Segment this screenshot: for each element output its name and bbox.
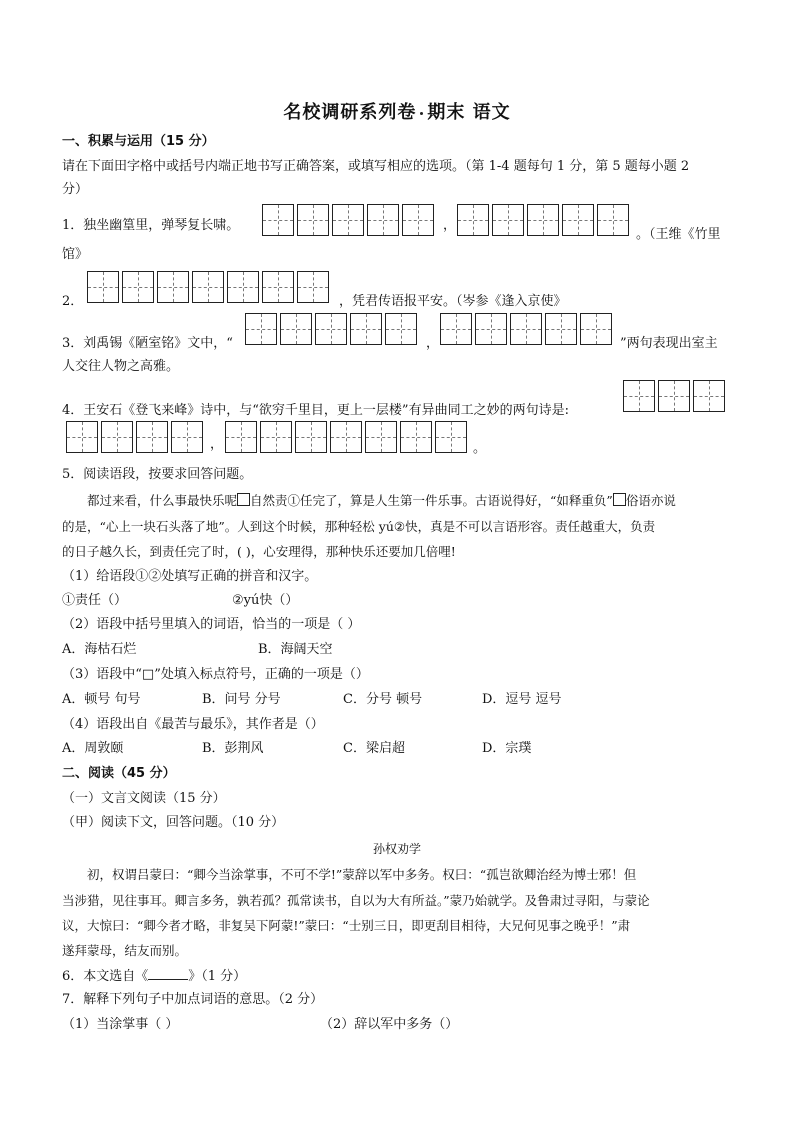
- q4-answer-grid-3[interactable]: [225, 421, 470, 453]
- tian-cell[interactable]: [122, 271, 154, 303]
- tian-cell[interactable]: [295, 421, 327, 453]
- passage-line2: 当涉猎，见往事耳。卿言多务，孰若孤？孤常读书，自以为大有所益。”蒙乃始就学。及鲁肃过寻阳，与蒙论: [62, 893, 650, 908]
- question-7-b: （2）辞以军中多务（）: [320, 1017, 459, 1032]
- tian-cell[interactable]: [440, 313, 472, 345]
- tian-cell[interactable]: [402, 204, 434, 236]
- q5-sub2-option-b: B．海阔天空: [258, 642, 333, 657]
- q1-answer-grid-1[interactable]: [262, 204, 437, 236]
- blank-punctuation-box: [237, 493, 250, 506]
- q5-sub4-option-c: C．梁启超: [343, 741, 405, 756]
- tian-cell[interactable]: [101, 421, 133, 453]
- q5-sub3-option-c: C．分号 顿号: [343, 692, 423, 707]
- question-3: 3．刘禹锡《陋室铭》文中，“: [62, 336, 233, 351]
- q5-sub3-option-d: D．逗号 逗号: [482, 692, 562, 707]
- tian-cell[interactable]: [475, 313, 507, 345]
- q5-passage-line1: 都过来看，什么事最快乐呢 自然责①任完了，算是人生第一件乐事。古语说得好，“如释重负” 俗语亦说: [87, 493, 676, 508]
- q5-sub3: （3）语段中“□”处填入标点符号，正确的一项是（）: [62, 667, 369, 682]
- tian-cell[interactable]: [66, 421, 98, 453]
- tian-cell[interactable]: [693, 380, 725, 412]
- tian-cell[interactable]: [580, 313, 612, 345]
- q4-answer-grid-1[interactable]: [623, 380, 728, 412]
- tian-cell[interactable]: [332, 204, 364, 236]
- question-1: 1．独坐幽篁里，弹琴复长啸。: [62, 218, 240, 233]
- tian-cell[interactable]: [562, 204, 594, 236]
- tian-cell[interactable]: [260, 421, 292, 453]
- tian-cell[interactable]: [400, 421, 432, 453]
- q2-answer-grid[interactable]: [87, 271, 332, 303]
- question-5: 5．阅读语段，按要求回答问题。: [62, 467, 253, 482]
- tian-cell[interactable]: [435, 421, 467, 453]
- q5-sub4-option-d: D．宗璞: [482, 741, 532, 756]
- tian-cell[interactable]: [280, 313, 312, 345]
- tian-cell[interactable]: [297, 271, 329, 303]
- q5-sub2: （2）语段中括号里填入的词语，恰当的一项是（ ）: [62, 617, 361, 632]
- question-2: 2．: [62, 294, 84, 309]
- section2-heading: 二、阅读（45 分）: [62, 766, 176, 781]
- section1-heading: 一、积累与运用（15 分）: [62, 134, 215, 149]
- tian-cell[interactable]: [330, 421, 362, 453]
- q5-sub1-b: ②yú快（）: [232, 593, 299, 608]
- tian-cell[interactable]: [545, 313, 577, 345]
- q5-passage-line3: 的日子越久长，到责任完了时，( )，心安理得，那种快乐还要加几倍哩!: [62, 544, 456, 559]
- instructions-line2: 分）: [62, 182, 89, 197]
- section2-sub-a: （一）文言文阅读（15 分）: [62, 791, 226, 806]
- tian-cell[interactable]: [227, 271, 259, 303]
- q5-sub3-option-a: A．顿号 句号: [62, 692, 141, 707]
- section2-sub-b: （甲）阅读下文，回答问题。（10 分）: [62, 815, 285, 830]
- tian-cell[interactable]: [492, 204, 524, 236]
- tian-cell[interactable]: [658, 380, 690, 412]
- tian-cell[interactable]: [192, 271, 224, 303]
- tian-cell[interactable]: [385, 313, 417, 345]
- question-7-a: （1）当涂掌事（ ）: [62, 1017, 179, 1032]
- title-separator-dot: [420, 112, 423, 115]
- q5-sub1: （1）给语段①②处填写正确的拼音和汉字。: [62, 569, 318, 584]
- answer-blank[interactable]: [148, 967, 188, 980]
- blank-punctuation-box: [613, 493, 626, 506]
- tian-cell[interactable]: [136, 421, 168, 453]
- tian-cell[interactable]: [365, 421, 397, 453]
- question-4: 4．王安石《登飞来峰》诗中，与“欲穷千里目，更上一层楼”有异曲同工之妙的两句诗是:: [62, 403, 569, 418]
- q5-sub4: （4）语段出自《最苦与最乐》，其作者是（）: [62, 717, 324, 732]
- tian-cell[interactable]: [597, 204, 629, 236]
- q5-sub1-a: ①责任（）: [62, 593, 128, 608]
- passage-line1: 初，权谓吕蒙曰：“卿今当涂掌事，不可不学!”蒙辞以军中多务。权曰：“孤岂欲卿治经为博士邪！但: [87, 867, 637, 882]
- tian-cell[interactable]: [457, 204, 489, 236]
- tian-cell[interactable]: [87, 271, 119, 303]
- q5-sub2-option-a: A．海枯石烂: [62, 642, 137, 657]
- tian-cell[interactable]: [262, 271, 294, 303]
- q5-sub4-option-b: B．彭荆风: [202, 741, 264, 756]
- tian-cell[interactable]: [315, 313, 347, 345]
- page-title: 名校调研系列卷 期末 语文: [283, 102, 511, 123]
- q4-answer-grid-2[interactable]: [66, 421, 206, 453]
- question-6: 6．本文选自《 》（1 分）: [62, 969, 247, 984]
- q1-answer-grid-2[interactable]: [457, 204, 632, 236]
- tian-cell[interactable]: [171, 421, 203, 453]
- passage-line3: 议，大惊曰：“卿今者才略，非复吴下阿蒙!”蒙曰：“士别三日，即更刮目相待，大兄何见事之晚乎！”肃: [62, 918, 631, 933]
- passage-title: 孙权劝学: [372, 842, 421, 856]
- q5-passage-line2: 的是，“心上一块石头落了地”。人到这个时候，那种轻松 yú②快，真是不可以言语形容。责任越重大，负责: [62, 519, 656, 534]
- tian-cell[interactable]: [510, 313, 542, 345]
- instructions-line1: 请在下面田字格中或括号内端正地书写正确答案，或填写相应的选项。（第 1-4 题每句 1 分，第 5 题每小题 2: [62, 159, 690, 174]
- tian-cell[interactable]: [225, 421, 257, 453]
- tian-cell[interactable]: [527, 204, 559, 236]
- question-7: 7．解释下列句子中加点词语的意思。（2 分）: [62, 992, 324, 1007]
- tian-cell[interactable]: [157, 271, 189, 303]
- tian-cell[interactable]: [297, 204, 329, 236]
- q3-answer-grid-1[interactable]: [245, 313, 420, 345]
- tian-cell[interactable]: [367, 204, 399, 236]
- passage-line4: 遂拜蒙母，结友而别。: [62, 943, 188, 958]
- exam-page: 名校调研系列卷 期末 语文 一、积累与运用（15 分） 请在下面田字格中或括号内端正地书写正确答案，或填写相应的选项。（第 1-4 题每句 1 分，第 5 题每小题 2 分） 1．独坐幽篁里，弹琴复长啸。 ， 。（王维《竹里 馆》 2． ，凭君传语报平安。（岑参《逢入京使》 3．刘禹锡《陋室铭》文中，“ ， ”两句表现出室主 人交往人物之高雅。 4．王安石《登飞来峰》诗中，与“欲穷千里目，更上一层楼”有异曲同工之妙的两句诗是: ， 。 5．阅读语段，按要求回答问题。 都过来看，什么事最快乐呢 自然责①任完了，算是人生第一件乐事。古语说得好，“如释重负” 俗语亦说 的是，“心上一块石头落了地”。人到这个时候，那种轻松 yú②快，真是不可以言语形容。责任越重大，负责 的日子越久长，到责任完了时，( )，心安理得，那种快乐还要加几倍哩! （1）给语段①②处填写正确的拼音和汉字。 ①责任（） ②yú快（） （2）语段中括号里填入的词语，恰当的一项是（ ） A．海枯石烂 B．海阔天空 （3）语段中“□”处填入标点符号，正确的一项是（） A．顿号 句号 B．问号 分号 C．分号 顿号 D．逗号 逗号 （4）语段出自《最苦与最乐》，其作者是（） A．周敦颐 B．彭荆风 C．梁启超 D．宗璞 二、阅读（45 分） （一）文言文阅读（15 分） （甲）阅读下文，回答问题。（10 分） 孙权劝学 初，权谓吕蒙曰：“卿今当涂掌事，不可不学!”蒙辞以军中多务。权曰：“孤岂欲卿治经为博士邪！但 当涉猎，见往事耳。卿言多务，孰若孤？孤常读书，自以为大有所益。”蒙乃始就学。及鲁肃过寻阳，与蒙论 议，大惊曰：“卿今者才略，非复吴下阿蒙!”蒙曰：“士别三日，即更刮目相待，大兄何见事之晚乎！”肃 遂拜蒙母，结友而别。 6．本文选自《 》（1 分） 7．解释下列句子中加点词语的意思。（2 分） （1）当涂掌事（ ） （2）辞以军中多务（）: [0, 0, 794, 1123]
- tian-cell[interactable]: [623, 380, 655, 412]
- tian-cell[interactable]: [245, 313, 277, 345]
- tian-cell[interactable]: [350, 313, 382, 345]
- q5-sub4-option-a: A．周敦颐: [62, 741, 124, 756]
- q3-answer-grid-2[interactable]: [440, 313, 615, 345]
- q5-sub3-option-b: B．问号 分号: [202, 692, 281, 707]
- tian-cell[interactable]: [262, 204, 294, 236]
